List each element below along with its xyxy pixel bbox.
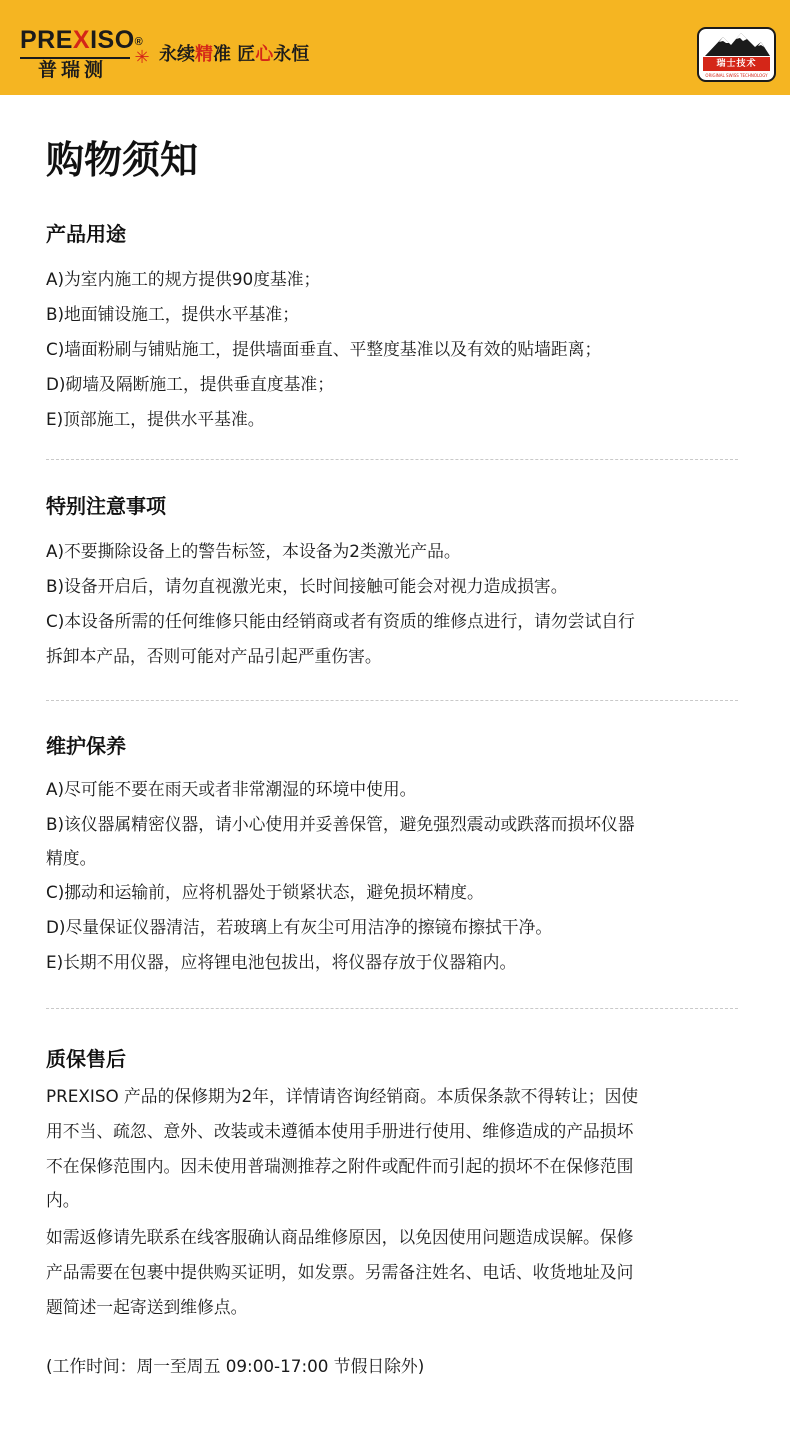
usage-line: A)为室内施工的规方提供90度基准；	[46, 269, 321, 289]
badge-title: 瑞士技术	[703, 57, 770, 71]
warranty-line: 内。	[46, 1190, 80, 1210]
precaution-line: B)设备开启后，请勿直视激光束，长时间接触可能会对视力造成损害。	[46, 576, 568, 596]
section-title-warranty: 质保售后	[46, 1047, 126, 1071]
usage-line: E)顶部施工，提供水平基准。	[46, 409, 265, 429]
brand-slogan: 永续精准 匠心永恒	[159, 44, 310, 65]
precaution-line: 拆卸本产品，否则可能对产品引起严重伤害。	[46, 646, 382, 666]
mountain-icon	[699, 29, 774, 59]
section-title-usage: 产品用途	[46, 222, 126, 246]
usage-line: B)地面铺设施工，提供水平基准；	[46, 304, 299, 324]
brand-header	[0, 0, 790, 95]
maintenance-line: D)尽量保证仪器清洁，若玻璃上有灰尘可用洁净的擦镜布擦拭干净。	[46, 917, 553, 937]
working-hours: (工作时间：周一至周五 09:00-17:00 节假日除外)	[46, 1356, 425, 1376]
warranty-line: 用不当、疏忽、意外、改装或未遵循本使用手册进行使用、维修造成的产品损坏	[46, 1121, 634, 1141]
section-divider	[46, 1008, 738, 1009]
section-divider	[46, 700, 738, 701]
badge-subtitle: ORIGINAL SWISS TECHNOLOGY	[705, 73, 768, 78]
warranty-line: 如需返修请先联系在线客服确认商品维修原因，以免因使用问题造成误解。保修	[46, 1227, 634, 1247]
precaution-line: A)不要撕除设备上的警告标签，本设备为2类激光产品。	[46, 541, 461, 561]
maintenance-line: E)长期不用仪器，应将锂电池包拔出，将仪器存放于仪器箱内。	[46, 952, 517, 972]
maintenance-line: B)该仪器属精密仪器，请小心使用并妥善保管，避免强烈震动或跌落而损坏仪器	[46, 814, 635, 834]
page-title: 购物须知	[46, 138, 199, 182]
usage-line: C)墙面粉刷与铺贴施工，提供墙面垂直、平整度基准以及有效的贴墙距离；	[46, 339, 602, 359]
section-title-maintenance: 维护保养	[46, 734, 126, 758]
sparkle-icon: ✳	[134, 47, 150, 68]
swiss-technology-badge	[697, 27, 776, 82]
section-title-precautions: 特别注意事项	[46, 494, 166, 518]
prexiso-logo	[20, 26, 150, 82]
logo-chinese-name: 普瑞测	[38, 59, 108, 81]
maintenance-line: C)挪动和运输前，应将机器处于锁紧状态，避免损坏精度。	[46, 882, 484, 902]
warranty-line: 不在保修范围内。因未使用普瑞测推荐之附件或配件而引起的损坏不在保修范围	[46, 1156, 634, 1176]
warranty-line: PREXISO 产品的保修期为2年，详情请咨询经销商。本质保条款不得转让；因使	[46, 1086, 639, 1106]
usage-line: D)砌墙及隔断施工，提供垂直度基准；	[46, 374, 334, 394]
section-divider	[46, 459, 738, 460]
precaution-line: C)本设备所需的任何维修只能由经销商或者有资质的维修点进行，请勿尝试自行	[46, 611, 635, 631]
warranty-line: 题简述一起寄送到维修点。	[46, 1297, 248, 1317]
warranty-line: 产品需要在包裹中提供购买证明，如发票。另需备注姓名、电话、收货地址及问	[46, 1262, 634, 1282]
maintenance-line: A)尽可能不要在雨天或者非常潮湿的环境中使用。	[46, 779, 417, 799]
maintenance-line: 精度。	[46, 848, 97, 868]
logo-wordmark: PREXISO®	[20, 26, 144, 54]
